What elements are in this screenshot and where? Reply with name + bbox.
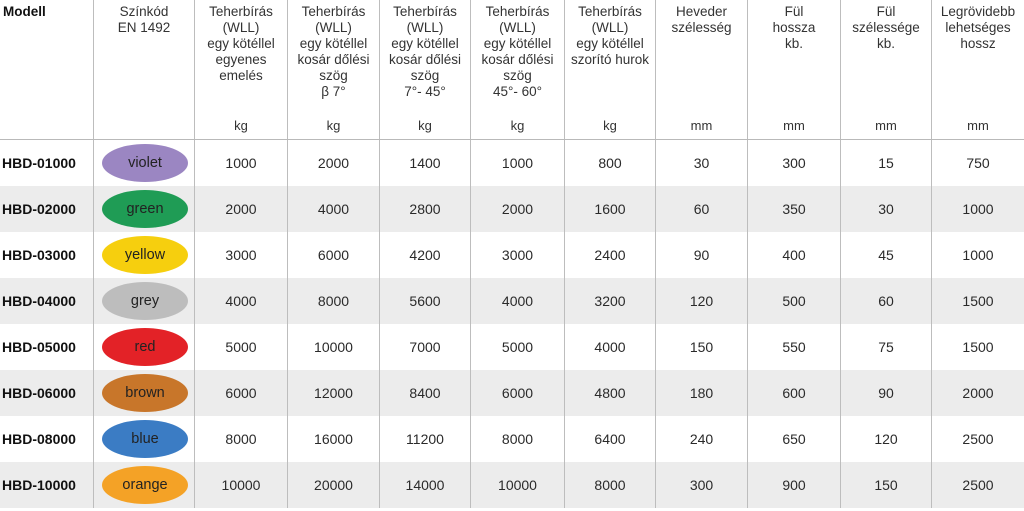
value-cell: 4200	[380, 232, 471, 278]
color-code-cell	[94, 232, 195, 278]
value-cell: 8000	[288, 278, 380, 324]
value-cell: 4000	[471, 278, 565, 324]
table-row	[0, 140, 1024, 186]
value-cell: 8400	[380, 370, 471, 416]
color-code-cell	[94, 416, 195, 462]
header-unit: kg	[234, 118, 248, 133]
value-cell: 8000	[195, 416, 288, 462]
value-cell: 1400	[380, 140, 471, 186]
value-cell: 120	[656, 278, 748, 324]
header-title: Teherbírás (WLL) egy kötéllel szorító hurok	[570, 4, 650, 67]
value-cell: 2000	[288, 140, 380, 186]
model-cell: HBD-06000	[0, 370, 94, 416]
value-cell: 30	[656, 140, 748, 186]
value-cell: 240	[656, 416, 748, 462]
color-code-cell	[94, 370, 195, 416]
header-title: Teherbírás (WLL) egy kötéllel kosár dőlési szög 45°- 60°	[481, 4, 554, 99]
value-cell: 60	[841, 278, 932, 324]
color-swatch: violet	[102, 144, 188, 182]
value-cell: 3000	[471, 232, 565, 278]
header-unit: mm	[783, 118, 805, 133]
value-cell: 8000	[565, 462, 656, 508]
value-cell: 10000	[471, 462, 565, 508]
color-code-cell	[94, 324, 195, 370]
header-wll-straight	[195, 0, 288, 139]
header-eye-length	[748, 0, 841, 139]
value-cell: 800	[565, 140, 656, 186]
value-cell: 120	[841, 416, 932, 462]
header-unit: mm	[690, 118, 713, 133]
value-cell: 2500	[962, 477, 994, 493]
value-cell: 650	[748, 416, 841, 462]
header-unit: mm	[967, 118, 989, 133]
table-row	[0, 416, 1024, 462]
header-min-length	[932, 0, 1024, 139]
value-cell: 500	[748, 278, 841, 324]
value-cell: 150	[841, 462, 932, 508]
header-unit: kg	[603, 118, 617, 133]
value-cell: 3000	[195, 232, 288, 278]
value-cell: 3200	[565, 278, 656, 324]
value-cell: 1500	[962, 339, 994, 355]
model-cell: HBD-03000	[0, 232, 94, 278]
header-title: Teherbírás (WLL) egy kötéllel egyenes emelés	[207, 4, 275, 83]
value-cell: 5600	[380, 278, 471, 324]
header-unit: kg	[326, 118, 341, 133]
value-cell: 2400	[565, 232, 656, 278]
table-row	[0, 324, 1024, 370]
value-cell: 10000	[195, 462, 288, 508]
table-header	[0, 0, 1024, 140]
value-cell: 1500	[962, 293, 994, 309]
model-cell: HBD-01000	[0, 140, 94, 186]
header-wll-basket-7	[288, 0, 380, 139]
value-cell: 300	[748, 140, 841, 186]
value-cell: 1600	[565, 186, 656, 232]
header-model	[0, 0, 94, 139]
table-row	[0, 278, 1024, 324]
header-title: Heveder szélesség	[671, 4, 732, 35]
value-cell: 90	[841, 370, 932, 416]
value-cell: 6000	[471, 370, 565, 416]
value-cell: 8000	[471, 416, 565, 462]
value-cell: 75	[841, 324, 932, 370]
value-cell: 60	[656, 186, 748, 232]
table-row	[0, 232, 1024, 278]
header-wll-choke	[565, 0, 656, 139]
header-webbing-width	[656, 0, 748, 139]
value-cell: 5000	[471, 324, 565, 370]
value-cell: 11200	[380, 416, 471, 462]
value-cell: 1000	[195, 140, 288, 186]
color-swatch: grey	[102, 282, 188, 320]
model-cell: HBD-05000	[0, 324, 94, 370]
header-unit: mm	[875, 118, 897, 133]
color-code-cell	[94, 140, 195, 186]
value-cell: 20000	[288, 462, 380, 508]
value-cell: 550	[748, 324, 841, 370]
value-cell: 14000	[380, 462, 471, 508]
table-row	[0, 186, 1024, 232]
header-eye-width	[841, 0, 932, 139]
value-cell: 750	[966, 155, 990, 171]
value-cell: 4000	[195, 278, 288, 324]
color-code-cell	[94, 278, 195, 324]
value-cell: 4800	[565, 370, 656, 416]
value-cell: 900	[748, 462, 841, 508]
value-cell: 45	[841, 232, 932, 278]
value-cell: 180	[656, 370, 748, 416]
value-cell: 2800	[380, 186, 471, 232]
model-cell: HBD-08000	[0, 416, 94, 462]
value-cell: 5000	[195, 324, 288, 370]
color-swatch: orange	[102, 466, 188, 504]
value-cell: 1000	[471, 140, 565, 186]
color-code-cell	[94, 462, 195, 508]
value-cell: 6400	[565, 416, 656, 462]
header-wll-basket-45-60	[471, 0, 565, 139]
color-swatch: blue	[102, 420, 188, 458]
header-title: Modell	[3, 4, 46, 19]
value-cell: 30	[841, 186, 932, 232]
header-unit: kg	[418, 118, 432, 133]
color-swatch: green	[102, 190, 188, 228]
color-swatch: brown	[102, 374, 188, 412]
value-cell: 12000	[288, 370, 380, 416]
header-color-code	[94, 0, 195, 139]
value-cell: 6000	[195, 370, 288, 416]
header-title: Színkód EN 1492	[117, 4, 171, 35]
value-cell: 150	[656, 324, 748, 370]
model-cell: HBD-10000	[0, 462, 94, 508]
header-title: Teherbírás (WLL) egy kötéllel kosár dőlési szög β 7°	[297, 4, 370, 99]
value-cell: 4000	[565, 324, 656, 370]
value-cell: 16000	[288, 416, 380, 462]
value-cell: 400	[748, 232, 841, 278]
value-cell: 1000	[962, 247, 994, 263]
value-cell: 350	[748, 186, 841, 232]
model-cell: HBD-02000	[0, 186, 94, 232]
header-wll-basket-7-45	[380, 0, 471, 139]
value-cell: 300	[656, 462, 748, 508]
value-cell: 10000	[288, 324, 380, 370]
model-cell: HBD-04000	[0, 278, 94, 324]
value-cell: 2000	[962, 385, 994, 401]
header-title: Legrövidebb lehetséges hossz	[940, 4, 1016, 51]
value-cell: 1000	[962, 201, 994, 217]
table-body	[0, 140, 1024, 508]
header-unit: kg	[510, 118, 525, 133]
color-swatch: red	[102, 328, 188, 366]
value-cell: 6000	[288, 232, 380, 278]
table-row	[0, 462, 1024, 508]
value-cell: 15	[841, 140, 932, 186]
value-cell: 4000	[288, 186, 380, 232]
header-title: Teherbírás (WLL) egy kötéllel kosár dőlési szög 7°- 45°	[388, 4, 462, 99]
color-code-cell	[94, 186, 195, 232]
table-row	[0, 370, 1024, 416]
value-cell: 600	[748, 370, 841, 416]
color-swatch: yellow	[102, 236, 188, 274]
value-cell: 7000	[380, 324, 471, 370]
value-cell: 90	[656, 232, 748, 278]
value-cell: 2000	[195, 186, 288, 232]
header-title: Fül szélessége kb.	[852, 4, 920, 51]
header-title: Fül hossza kb.	[772, 4, 816, 51]
value-cell: 2000	[471, 186, 565, 232]
value-cell: 2500	[962, 431, 994, 447]
